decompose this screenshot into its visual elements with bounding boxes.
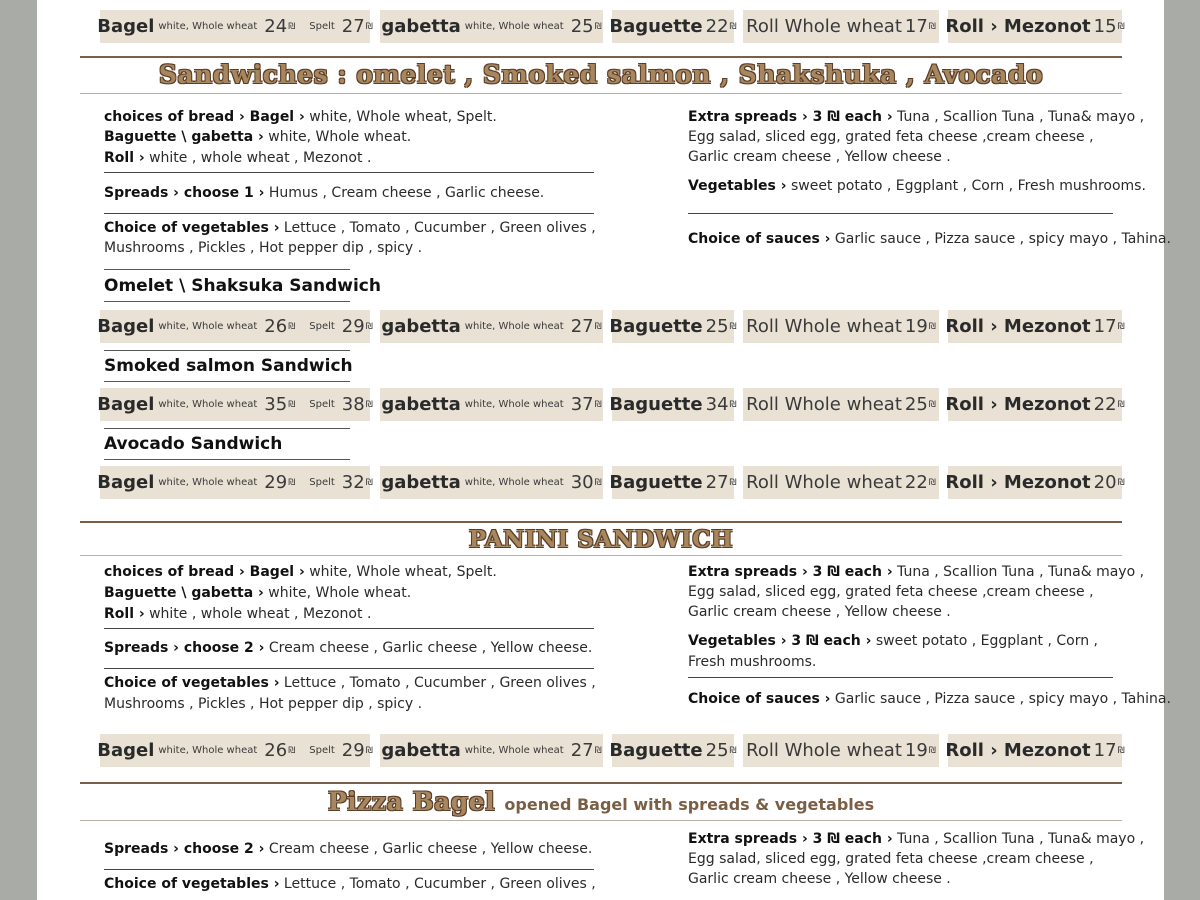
price-box: [945, 466, 1125, 499]
currency-symbol: ₪: [365, 477, 373, 488]
vegetables-line-2: Mushrooms , Pickles , Hot pepper dip , spicy .: [104, 240, 423, 256]
bread-line-2: Baguette \ gabetta › white, Whole wheat.: [104, 129, 412, 145]
extra-spreads-line-1: Extra spreads › 3 ₪ each › Tuna , Scallion Tuna , Tuna& mayo ,: [688, 564, 1145, 580]
bread-variant: white, Whole wheat: [158, 399, 258, 410]
vegetables-extra-line: Vegetables › sweet potato , Eggplant , Corn , Fresh mushrooms.: [688, 178, 1146, 194]
price: 25: [705, 316, 729, 337]
currency-symbol: ₪: [288, 321, 296, 332]
price: 24: [264, 16, 288, 37]
currency-symbol: ₪: [594, 745, 602, 756]
bread-variant: Spelt: [309, 321, 335, 332]
currency-symbol: ₪: [928, 321, 936, 332]
currency-symbol: ₪: [729, 399, 737, 410]
currency-symbol: ₪: [288, 477, 296, 488]
bread-variant: white, Whole wheat: [464, 745, 564, 756]
extra-spreads-line-2: Egg salad, sliced egg, grated feta cheese ,cream cheese ,: [688, 584, 1094, 600]
price: 17: [1093, 316, 1117, 337]
item-title-omelet: Omelet \ Shaksuka Sandwich: [104, 276, 381, 296]
divider: [104, 213, 594, 214]
price-box: [743, 310, 939, 343]
price: 25: [904, 394, 928, 415]
currency-symbol: ₪: [928, 21, 936, 32]
currency-symbol: ₪: [365, 745, 373, 756]
bread-line-1: choices of bread › Bagel › white, Whole wheat, Spelt.: [104, 564, 497, 580]
divider: [688, 677, 1113, 678]
bread-line-3: Roll › white , whole wheat , Mezonot .: [104, 606, 372, 622]
currency-symbol: ₪: [928, 477, 936, 488]
bread-variant: white, Whole wheat: [464, 477, 564, 488]
price: 19: [904, 316, 928, 337]
currency-symbol: ₪: [729, 321, 737, 332]
price: 27: [570, 316, 594, 337]
bread-variant: Spelt: [309, 399, 335, 410]
bread-variant: Spelt: [309, 21, 335, 32]
sauces-line: Choice of sauces › Garlic sauce , Pizza sauce , spicy mayo , Tahina.: [688, 231, 1171, 247]
currency-symbol: ₪: [594, 321, 602, 332]
bread-variant: white, Whole wheat: [158, 321, 258, 332]
price: 25: [570, 16, 594, 37]
extra-spreads-line-1: Extra spreads › 3 ₪ each › Tuna , Scallion Tuna , Tuna& mayo ,: [688, 831, 1145, 847]
price: 22: [705, 16, 729, 37]
divider: [104, 668, 594, 669]
extra-spreads-line-3: Garlic cream cheese , Yellow cheese .: [688, 871, 951, 887]
bread-name: Roll Whole wheat: [746, 316, 902, 337]
item-title-salmon: Smoked salmon Sandwich: [104, 356, 353, 376]
price-box: [380, 310, 603, 343]
bread-name: Baguette: [609, 316, 703, 337]
price: 37: [570, 394, 594, 415]
extra-spreads-line-3: Garlic cream cheese , Yellow cheese .: [688, 149, 951, 165]
section-divider: [80, 820, 1122, 821]
currency-symbol: ₪: [594, 477, 602, 488]
currency-symbol: ₪: [365, 321, 373, 332]
price-box: [609, 388, 737, 421]
price: 27: [570, 740, 594, 761]
item-divider: [104, 301, 350, 302]
price-box: [380, 10, 603, 43]
currency-symbol: ₪: [594, 21, 602, 32]
price: 38: [341, 394, 365, 415]
bread-variant: white, Whole wheat: [464, 21, 564, 32]
section-divider: [80, 56, 1122, 58]
item-divider: [104, 381, 350, 382]
currency-symbol: ₪: [1117, 399, 1125, 410]
section-divider: [80, 555, 1122, 556]
sandwiches-title: Sandwiches : omelet , Smoked salmon , Shakshuka , Avocado: [158, 60, 1044, 89]
item-divider: [104, 428, 350, 429]
bread-variant: white, Whole wheat: [158, 21, 258, 32]
vegetables-extra-line-1: Vegetables › 3 ₪ each › sweet potato , Eggplant , Corn ,: [688, 633, 1098, 649]
bread-name: Bagel: [97, 316, 155, 337]
price: 30: [570, 472, 594, 493]
price-box: [945, 734, 1125, 767]
price-box: [97, 466, 373, 499]
divider: [104, 869, 594, 870]
extra-spreads-line-3: Garlic cream cheese , Yellow cheese .: [688, 604, 951, 620]
extra-spreads-line-1: Extra spreads › 3 ₪ each › Tuna , Scallion Tuna , Tuna& mayo ,: [688, 109, 1145, 125]
price-box: [97, 388, 373, 421]
price-box: [380, 734, 603, 767]
price: 29: [341, 740, 365, 761]
divider: [104, 628, 594, 629]
bread-name: gabetta: [381, 394, 461, 415]
currency-symbol: ₪: [365, 399, 373, 410]
price: 35: [264, 394, 288, 415]
bread-name: Baguette: [609, 472, 703, 493]
section-divider: [80, 521, 1122, 523]
price-box: [97, 10, 373, 43]
item-divider: [104, 269, 350, 270]
spreads-line: Spreads › choose 2 › Cream cheese , Garlic cheese , Yellow cheese.: [104, 640, 593, 656]
bread-name: gabetta: [381, 740, 461, 761]
extra-spreads-line-2: Egg salad, sliced egg, grated feta cheese ,cream cheese ,: [688, 129, 1094, 145]
item-divider: [104, 350, 350, 351]
currency-symbol: ₪: [594, 399, 602, 410]
price: 19: [904, 740, 928, 761]
bread-name: Roll › Mezonot: [945, 740, 1091, 761]
price: 32: [341, 472, 365, 493]
bread-name: Baguette: [609, 740, 703, 761]
panini-title: PANINI SANDWICH: [468, 526, 734, 553]
pizza-subtitle: opened Bagel with spreads & vegetables: [504, 795, 875, 814]
price: 26: [264, 740, 288, 761]
bread-name: Roll › Mezonot: [945, 472, 1091, 493]
bread-name: Baguette: [609, 394, 703, 415]
price: 22: [1093, 394, 1117, 415]
bread-line-3: Roll › white , whole wheat , Mezonot .: [104, 150, 372, 166]
bread-name: Bagel: [97, 740, 155, 761]
currency-symbol: ₪: [729, 21, 737, 32]
price-box: [609, 310, 737, 343]
item-title-avocado: Avocado Sandwich: [104, 434, 283, 454]
bread-variant: white, Whole wheat: [464, 321, 564, 332]
bread-name: Baguette: [609, 16, 703, 37]
price: 17: [904, 16, 928, 37]
pizza-title-wrap: [80, 787, 1122, 816]
vegetables-extra-line-2: Fresh mushrooms.: [688, 654, 817, 670]
currency-symbol: ₪: [928, 399, 936, 410]
divider: [104, 172, 594, 173]
price: 22: [904, 472, 928, 493]
bread-name: Roll › Mezonot: [945, 316, 1091, 337]
price-box: [743, 388, 939, 421]
price-box: [97, 734, 373, 767]
price-box: [609, 466, 737, 499]
price-box: [609, 10, 737, 43]
price-box: [743, 466, 939, 499]
price: 34: [705, 394, 729, 415]
price-box: [945, 310, 1125, 343]
bread-name: Roll Whole wheat: [746, 394, 902, 415]
vegetables-line-1: Choice of vegetables › Lettuce , Tomato , Cucumber , Green olives ,: [104, 876, 596, 892]
price: 27: [341, 16, 365, 37]
price: 29: [264, 472, 288, 493]
currency-symbol: ₪: [1117, 745, 1125, 756]
currency-symbol: ₪: [365, 21, 373, 32]
price-box: [945, 10, 1125, 43]
price: 15: [1093, 16, 1117, 37]
vegetables-line-1: Choice of vegetables › Lettuce , Tomato , Cucumber , Green olives ,: [104, 675, 596, 691]
spreads-line: Spreads › choose 1 › Humus , Cream cheese , Garlic cheese.: [104, 185, 545, 201]
bread-name: Roll Whole wheat: [746, 16, 902, 37]
price-box: [380, 466, 603, 499]
currency-symbol: ₪: [1117, 321, 1125, 332]
price: 17: [1093, 740, 1117, 761]
bread-name: Bagel: [97, 16, 155, 37]
bread-name: gabetta: [381, 316, 461, 337]
price: 29: [341, 316, 365, 337]
spreads-line: Spreads › choose 2 › Cream cheese , Garlic cheese , Yellow cheese.: [104, 841, 593, 857]
price-box: [97, 310, 373, 343]
bread-variant: white, Whole wheat: [158, 745, 258, 756]
section-divider: [80, 782, 1122, 784]
price-box: [945, 388, 1125, 421]
price-box: [743, 734, 939, 767]
bread-name: Bagel: [97, 394, 155, 415]
bread-name: Bagel: [97, 472, 155, 493]
price: 27: [705, 472, 729, 493]
section-divider: [80, 93, 1122, 94]
bread-line-2: Baguette \ gabetta › white, Whole wheat.: [104, 585, 412, 601]
price-box: [743, 10, 939, 43]
sauces-line: Choice of sauces › Garlic sauce , Pizza sauce , spicy mayo , Tahina.: [688, 691, 1171, 707]
vegetables-line-1: Choice of vegetables › Lettuce , Tomato , Cucumber , Green olives ,: [104, 220, 596, 236]
item-divider: [104, 459, 350, 460]
extra-spreads-line-2: Egg salad, sliced egg, grated feta cheese ,cream cheese ,: [688, 851, 1094, 867]
currency-symbol: ₪: [1117, 21, 1125, 32]
price-box: [380, 388, 603, 421]
bread-name: Roll › Mezonot: [945, 16, 1091, 37]
bread-variant: white, Whole wheat: [464, 399, 564, 410]
price-box: [609, 734, 737, 767]
bread-variant: Spelt: [309, 745, 335, 756]
currency-symbol: ₪: [1117, 477, 1125, 488]
currency-symbol: ₪: [288, 21, 296, 32]
price: 20: [1093, 472, 1117, 493]
price: 25: [705, 740, 729, 761]
price: 26: [264, 316, 288, 337]
currency-symbol: ₪: [729, 477, 737, 488]
divider: [688, 213, 1113, 214]
bread-variant: Spelt: [309, 477, 335, 488]
currency-symbol: ₪: [729, 745, 737, 756]
bread-name: Roll › Mezonot: [945, 394, 1091, 415]
bread-line-1: choices of bread › Bagel › white, Whole wheat, Spelt.: [104, 109, 497, 125]
currency-symbol: ₪: [288, 399, 296, 410]
vegetables-line-2: Mushrooms , Pickles , Hot pepper dip , spicy .: [104, 696, 423, 712]
bread-name: gabetta: [381, 472, 461, 493]
bread-name: gabetta: [381, 16, 461, 37]
bread-name: Roll Whole wheat: [746, 740, 902, 761]
bread-variant: white, Whole wheat: [158, 477, 258, 488]
currency-symbol: ₪: [928, 745, 936, 756]
currency-symbol: ₪: [288, 745, 296, 756]
pizza-title: Pizza Bagel: [327, 787, 496, 816]
bread-name: Roll Whole wheat: [746, 472, 902, 493]
